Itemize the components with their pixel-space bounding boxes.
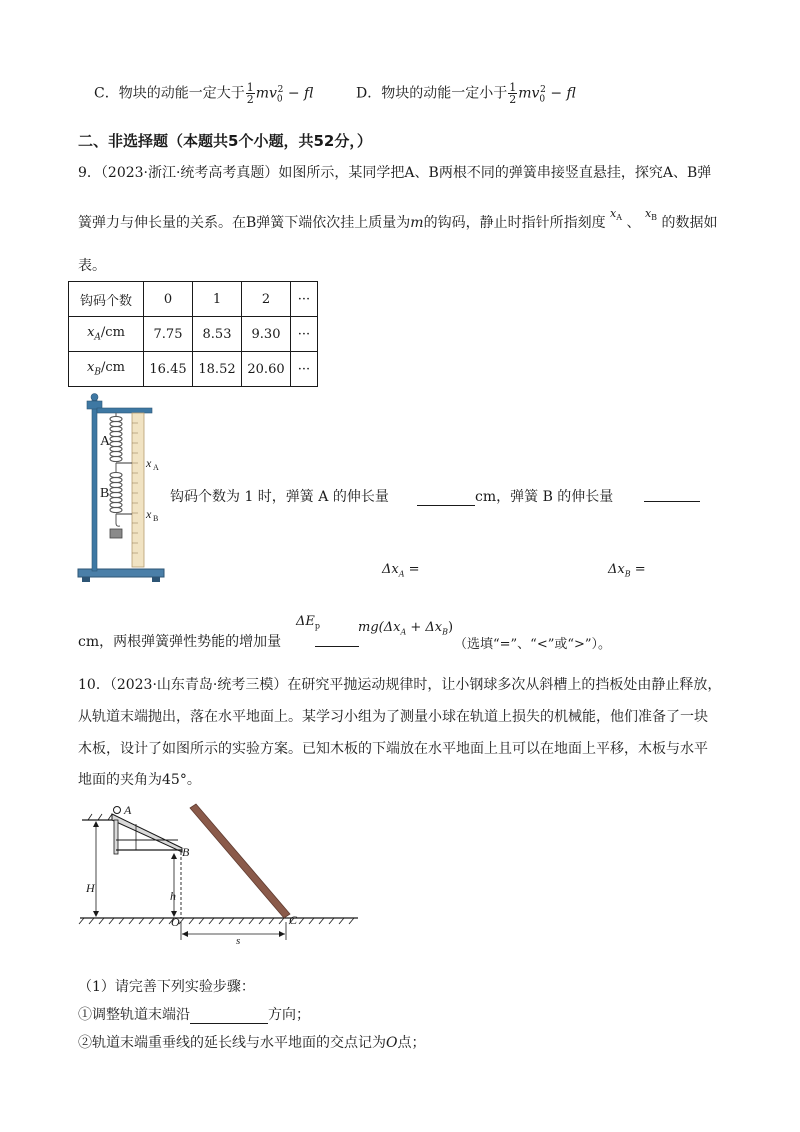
label-a: A [100,434,111,449]
table-cell: 18.52 [193,352,242,387]
label-xa-sub: A [153,463,159,472]
label-o: O [171,915,180,929]
label-c: C [289,913,298,927]
label-h-big: H [86,881,95,895]
label-b: B [100,486,110,501]
q10-step1: ①调整轨道末端沿 方向； [78,1007,310,1023]
table-row [69,352,318,387]
q9-line4-a: 钩码个数为 1 时，弹簧 A 的伸长量 [170,489,389,505]
q10-line4: 地面的夹角为45°。 [78,772,201,788]
table-cell: 20.60 [242,352,291,387]
answer-blank-c[interactable] [315,631,359,647]
xa-symbol: xA [610,207,623,223]
label-b: B [182,845,190,859]
answer-blank-a[interactable] [417,491,475,506]
q9-line3: 表。 [78,258,106,274]
q9-line5-b: （选填“=”、“<”或“>”）。 [454,637,612,652]
q10-line2: 从轨道末端抛出，落在水平地面上。某学习小组为了测量小球在轨道上损失的机械能，他们准备了一块 [78,709,708,725]
row-label: $x_B/cm$ [69,352,144,387]
table-cell: 8.53 [193,317,242,352]
table-cell: ··· [291,317,318,352]
data-table [68,281,318,387]
option-d: D．物块的动能一定小于 $\frac{1}{2}$ $mv_0^2$ − fl [356,81,576,106]
label-h-small: h [170,889,176,903]
delta-xb: $\Delta x_B$ = [608,562,646,579]
fraction: $\frac{1}{2}$ [246,81,254,106]
mg-expression: $mg(\Delta x_A + \Delta x_B)$ [358,620,454,637]
table-cell: 1 [193,282,242,317]
table-header-row [69,282,318,317]
fraction: $\frac{1}{2}$ [509,81,517,106]
projectile-apparatus-figure [78,800,360,946]
section-heading: 二、非选择题（本题共5个小题，共52分，） [78,132,372,150]
table-cell: 2 [242,282,291,317]
q10-step2: ②轨道末端重垂线的延长线与水平地面的交点记为O点； [78,1035,426,1051]
label-xb-sub: B [153,514,159,523]
q9-line5: cm，两根弹簧弹性势能的增加量 [78,634,282,650]
answer-blank-d[interactable] [190,1009,268,1024]
table-cell: 钩码个数 [69,282,144,317]
delta-ep: $\Delta E_p$ [296,614,321,631]
label-s: s [236,935,241,946]
q9-line4-b: cm，弹簧 B 的伸长量 [417,486,613,506]
q10-step-intro: （1）请完善下列实验步骤： [78,979,255,995]
table-cell: ··· [291,352,318,387]
label-a: A [124,803,132,817]
option-c: C．物块的动能一定大于 $\frac{1}{2}$ $mv_0^2$ − fl [94,81,314,106]
answer-blank-b[interactable] [644,486,700,502]
q10-line1: 10．（2023·山东青岛·统考三模）在研究平抛运动规律时，让小钢球多次从斜槽上的挡板处由静止释放， [78,677,722,693]
label-xa: x [146,456,152,470]
q9-line1: 9．（2023·浙江·统考高考真题）如图所示，某同学把A、B两根不同的弹簧串接竖直悬挂，探究A、B弹 [78,165,712,181]
table-row [69,317,318,352]
table-cell: 9.30 [242,317,291,352]
table-cell: ··· [291,282,318,317]
row-label: $x_A/cm$ [69,317,144,352]
table-cell: 0 [144,282,193,317]
q9-line2: 簧弹力与伸长量的关系。在B弹簧下端依次挂上质量为m的钩码，静止时指针所指刻度 $^{x_A}$ 、 $^{x_B}$ 的数据如 [78,207,718,231]
table-cell: 16.45 [144,352,193,387]
table-cell: 7.75 [144,317,193,352]
xb-symbol: xB [644,207,658,223]
delta-xa: $\Delta x_A$ = [382,562,420,579]
spring-apparatus-figure [76,393,172,583]
q10-line3: 木板，设计了如图所示的实验方案。已知木板的下端放在水平地面上且可以在地面上平移，木板与水平 [78,741,708,757]
label-xb: x [146,507,152,521]
